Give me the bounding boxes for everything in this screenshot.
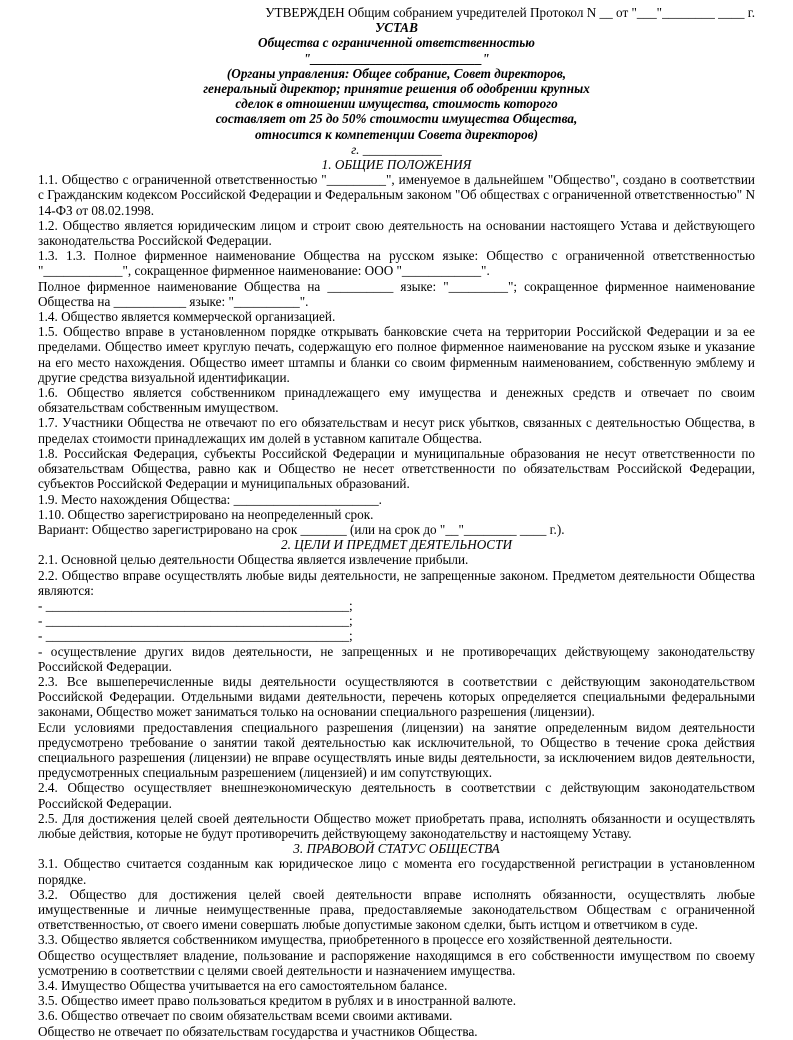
paragraph: Полное фирменное наименование Общества на __________ языке: "_________"; сокращенное фирменное наименование Общества на ___________ языке: "__________". — [38, 278, 755, 309]
paragraph: 1.3. 1.3. Полное фирменное наименование Общества на русском языке: Общество с ограниченной ответственностью "____________", сокращенное фирменное наименование: ООО "____________". — [38, 248, 755, 279]
paragraph: Вариант: Общество зарегистрировано на срок _______ (или на срок до "__"________ ____ г.). — [38, 521, 565, 537]
paragraph: 2.4. Общество осуществляет внешнеэкономическую деятельность в соответствии с действующим законодательством Российской Федерации. — [38, 780, 755, 811]
paragraph: 3.2. Общество для достижения целей своей деятельности вправе исполнять обязанности, осуществлять любые имущественные и личные неимущественные права, предоставляемые законодательством Обществам с ограниченной ответственностью, от своего имени совершать любые допустимые законом сделки, быть истцом и ответчиком в суде. — [38, 886, 755, 933]
management-note-line: генеральный директор; принятие решения об одобрении крупных — [203, 81, 590, 97]
company-name-blank: "__________________________" — [303, 50, 490, 66]
paragraph: 1.5. Общество вправе в установленном порядке открывать банковские счета на территории Российской Федерации и за ее пределами. Общество имеет круглую печать, содержащую его полное фирменное наименование на русском языке и указание на его место нахождения. Общество имеет штампы и бланки со своим фирменным наименованием, собственную эмблему и другие средства визуальной идентификации. — [38, 324, 755, 385]
paragraph: 1.7. Участники Общества не отвечают по его обязательствам и несут риск убытков, связанных с деятельностью Общества, в пределах стоимости принадлежащих им долей в уставном капитале Общества. — [38, 415, 755, 446]
management-note-line: (Органы управления: Общее собрание, Совет директоров, — [226, 65, 567, 81]
paragraph: - ______________________________________________; — [38, 628, 353, 644]
section-goals-and-activities — [38, 537, 755, 841]
paragraph: 1.8. Российская Федерация, субъекты Российской Федерации и муниципальные образования не несут ответственности по обязательствам Общества, равно как и Общество не несет ответственности по обязательствам Российской Федерации, субъектов Российской Федерации и муниципальных образований. — [38, 445, 755, 492]
paragraph: 1.2. Общество является юридическим лицом и строит свою деятельность на основании настоящего Устава и действующего законодательства Российской Федерации. — [38, 217, 755, 249]
paragraph: 1.10. Общество зарегистрировано на неопределенный срок. — [38, 506, 374, 522]
section-general-provisions — [38, 157, 755, 537]
paragraph: 3.6. Общество отвечает по своим обязательствам всеми своими активами. — [38, 1008, 453, 1024]
paragraph: Общество осуществляет владение, пользование и распоряжение находящимся в его собственности имуществом по своему усмотрению в соответствии с целями своей деятельности и назначением имущества. — [38, 947, 755, 978]
paragraph: 3.5. Общество имеет право пользоваться кредитом в рублях и в иностранной валюте. — [38, 993, 517, 1009]
paragraph: 3.3. Общество является собственником имущества, приобретенного в процессе его хозяйственной деятельности. — [38, 932, 673, 948]
paragraph: 1.1. Общество с ограниченной ответственностью "_________", именуемое в дальнейшем "Общество", создано в соответствии с Гражданским кодексом Российской Федерации и Федеральным законом "Об обществах с ограниченной ответственностью" N 14-ФЗ от 08.02.1998. — [38, 172, 755, 218]
management-note-line: сделок в отношении имущества, стоимость которого — [235, 96, 558, 112]
paragraph: Если условиями предоставления специального разрешения (лицензии) на занятие определенным видом деятельности предусмотрено требование о занятии такой деятельностью как исключительной, то Общество в течение срока действия специального разрешения (лицензии) не вправе осуществлять иные виды деятельности, за исключением видов деятельности, предусмотренных специальным разрешением (лицензией) и им сопутствующих. — [38, 719, 755, 781]
city-line: г. ____________ — [351, 141, 442, 157]
section-heading: 2. ЦЕЛИ И ПРЕДМЕТ ДЕЯТЕЛЬНОСТИ — [281, 537, 512, 553]
paragraph: 2.2. Общество вправе осуществлять любые виды деятельности, не запрещенные законом. Предметом деятельности Общества являются: — [38, 567, 755, 598]
section-body — [38, 172, 755, 537]
paragraph: - ______________________________________________; — [38, 613, 353, 629]
section-heading: 1. ОБЩИЕ ПОЛОЖЕНИЯ — [321, 157, 472, 173]
management-note-line: относится к компетенции Совета директоров) — [254, 126, 539, 142]
paragraph: Общество не отвечает по обязательствам государства и участников Общества. — [38, 1023, 478, 1039]
approved-line: УТВЕРЖДЕН Общим собранием учредителей Протокол N __ от "___"________ ____ г. — [265, 5, 755, 20]
paragraph: 1.4. Общество является коммерческой организацией. — [38, 309, 336, 325]
paragraph: - осуществление других видов деятельности, не запрещенных и не противоречащих действующему законодательству Российской Федерации. — [38, 643, 755, 674]
paragraph: 2.5. Для достижения целей своей деятельности Общество может приобретать права, исполнять обязанности и осуществлять любые действия, которые не будут противоречить действующему законодательству и настоящему Уставу. — [38, 810, 755, 841]
paragraph: 2.1. Основной целью деятельности Общества является извлечение прибыли. — [38, 552, 469, 568]
paragraph: 2.3. Все вышеперечисленные виды деятельности осуществляются в соответствии с действующим законодательством Российской Федерации. Отдельными видами деятельности, перечень которых определяется специальными федеральными законами, Общество может заниматься только на основании специального разрешения (лицензии). — [38, 673, 755, 720]
section-legal-status — [38, 841, 755, 1039]
paragraph: 1.6. Общество является собственником принадлежащего ему имущества и денежных средств и отвечает по своим обязательствам собственным имуществом. — [38, 385, 755, 416]
paragraph: 3.4. Имущество Общества учитывается на его самостоятельном балансе. — [38, 978, 448, 993]
document-subtitle: Общества с ограниченной ответственностью — [258, 35, 535, 51]
document-title: УСТАВ — [375, 20, 418, 36]
section-body — [38, 552, 755, 841]
management-note — [38, 66, 755, 142]
paragraph: - ______________________________________________; — [38, 597, 353, 613]
paragraph: 1.9. Место нахождения Общества: ______________________. — [38, 491, 382, 507]
section-body — [38, 856, 755, 1038]
paragraph: 3.1. Общество считается созданным как юридическое лицо с момента его государственной регистрации в установленном порядке. — [38, 856, 755, 887]
management-note-line: составляет от 25 до 50% стоимости имущества Общества, — [215, 111, 578, 127]
section-heading: 3. ПРАВОВОЙ СТАТУС ОБЩЕСТВА — [293, 841, 500, 857]
